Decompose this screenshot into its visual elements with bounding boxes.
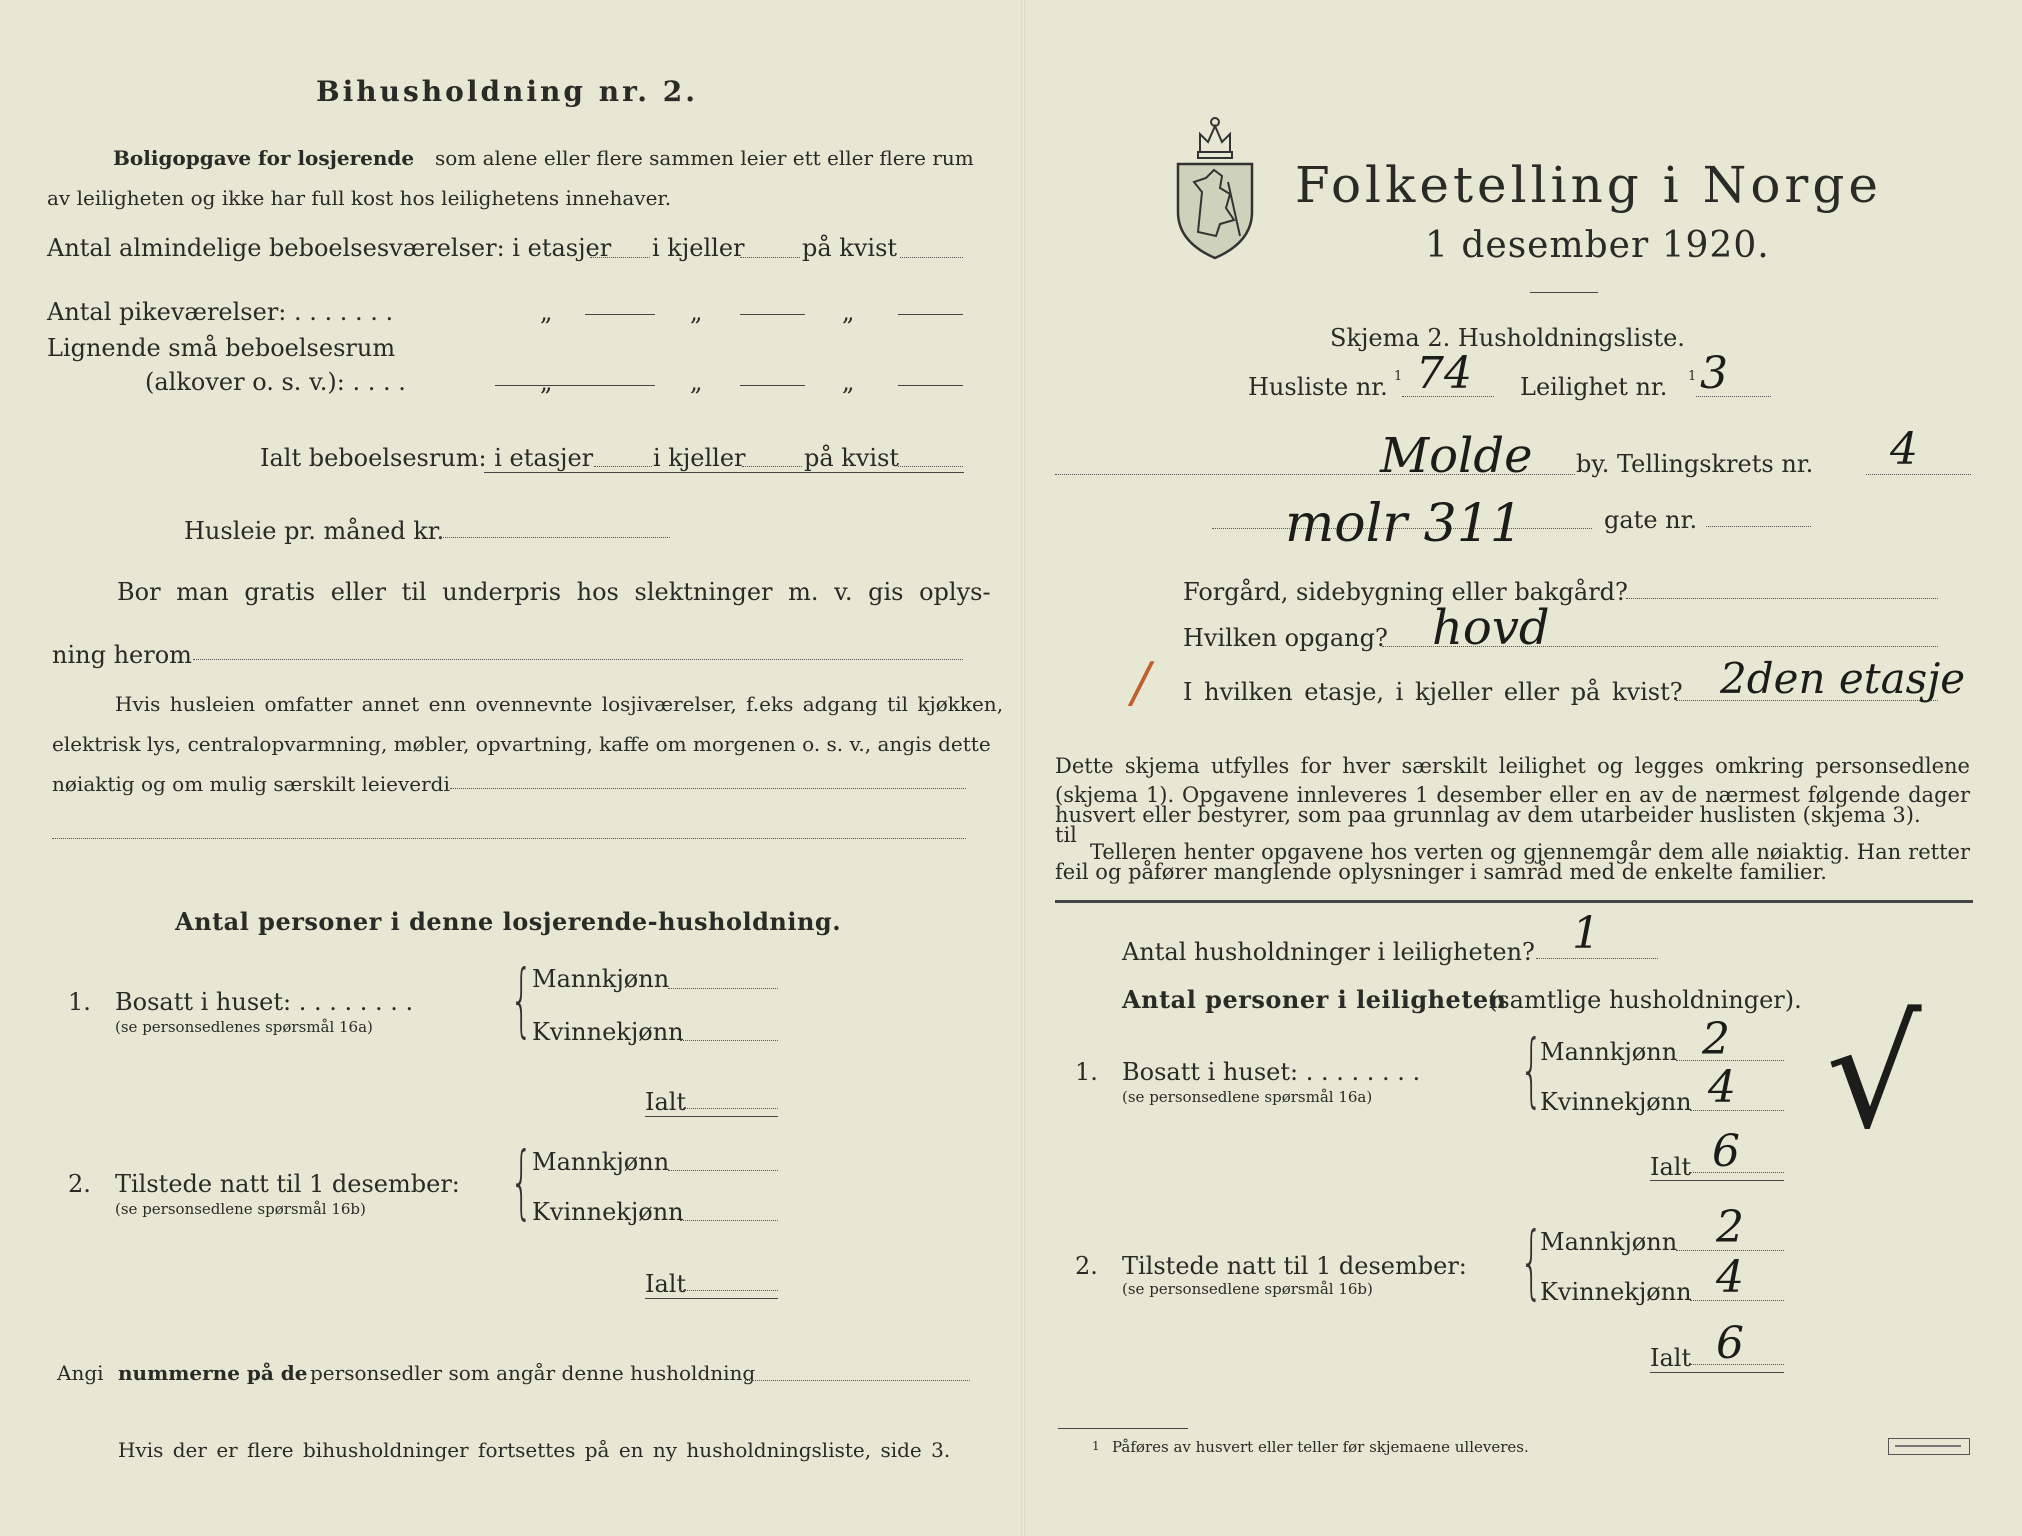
leieverdi-line-2[interactable] (52, 838, 966, 839)
norway-coat-of-arms-icon (1170, 112, 1260, 262)
right-q1-kvinne-line[interactable] (1690, 1110, 1784, 1111)
left-q2-kvinne-line[interactable] (680, 1220, 778, 1221)
tick-check-mark: √ (1826, 988, 1922, 1162)
left-q2-ialt-label: Ialt (645, 1270, 687, 1298)
pike-ditto-1: „ (540, 298, 553, 326)
left-q2-ialt-underline (645, 1298, 778, 1299)
ialt-kvist-line[interactable] (898, 466, 963, 467)
forgard-line[interactable] (1626, 598, 1938, 599)
persons-heading-right-rest: (samtlige husholdninger). (1488, 986, 1802, 1014)
census-title: Folketelling i Norge (1295, 156, 1882, 214)
right-q1-kvinne-label: Kvinnekjønn (1540, 1088, 1692, 1116)
leilighet-value[interactable]: 3 (1700, 348, 1728, 399)
right-q2-ialt-underline (1650, 1372, 1784, 1373)
krets-line[interactable] (1866, 474, 1971, 475)
right-q2-num: 2. (1075, 1252, 1098, 1280)
pike-kvist-line[interactable] (898, 314, 963, 315)
husholdninger-value[interactable]: 1 (1572, 908, 1600, 959)
right-q1-mann-label: Mannkjønn (1540, 1038, 1678, 1066)
by-krets-label: by. Tellingskrets nr. (1576, 450, 1814, 478)
pike-kjeller-line[interactable] (740, 314, 805, 315)
left-q1-mann-line[interactable] (668, 988, 778, 989)
right-q1-brace: { (1520, 1023, 1543, 1116)
rooms-kvist-label: på kvist (802, 234, 898, 262)
gate-line[interactable] (1706, 526, 1811, 527)
left-q1-sub: (se personsedlenes spørsmål 16a) (115, 1018, 373, 1036)
left-q1-kvinne-label: Kvinnekjønn (532, 1018, 684, 1046)
hvis-line-2: elektrisk lys, centralopvarmning, møbler, opvartning, kaffe om morgenen o. s. v., angis dette (52, 732, 991, 756)
rooms-etasjer-line[interactable] (590, 257, 650, 258)
ialt-underline (484, 472, 964, 473)
right-q1-ialt-label: Ialt (1650, 1153, 1692, 1181)
footnote-rule (1058, 1428, 1188, 1429)
right-q1-mann-line[interactable] (1676, 1060, 1784, 1061)
gate-label: gate nr. (1604, 506, 1698, 534)
date-rule (1530, 292, 1598, 293)
hvis-line-1: Hvis husleien omfatter annet enn ovennevnte losjiværelser, f.eks adgang til kjøkken, (115, 692, 1004, 716)
left-q2-num: 2. (68, 1170, 91, 1198)
right-q1-ialt-value[interactable]: 6 (1712, 1126, 1740, 1177)
instr-line-2: (skjema 1). Opgavene innleveres 1 desember eller en av de nærmest følgende dager til (1055, 783, 1970, 847)
hvis-line-3: nøiaktig og om mulig særskilt leieverdi (52, 772, 450, 796)
right-q2-mann-label: Mannkjønn (1540, 1228, 1678, 1256)
instr-line-4: Telleren henter opgavene hos verten og gjennemgår dem alle nøiaktig. Han retter (1090, 840, 1970, 864)
left-q1-num: 1. (68, 988, 91, 1016)
opgang-value[interactable]: hovd (1432, 600, 1550, 656)
gratis-line-1: Bor man gratis eller til underpris hos slektninger m. v. gis oplys- (117, 578, 991, 606)
ialt-etasjer-line[interactable] (594, 466, 652, 467)
schema-label: Skjema 2. Husholdningsliste. (1330, 324, 1685, 352)
left-q1-mann-label: Mannkjønn (532, 965, 670, 993)
etasje-value[interactable]: 2den etasje (1720, 654, 1966, 703)
etasje-label: I hvilken etasje, i kjeller eller på kvist? (1183, 678, 1683, 706)
left-q1-ialt-label: Ialt (645, 1088, 687, 1116)
angi-line[interactable] (745, 1380, 970, 1381)
leilighet-footmark: 1 (1688, 369, 1697, 384)
lig-ditto-2: „ (690, 368, 703, 396)
husleie-line[interactable] (440, 537, 670, 538)
right-q1-kvinne-value[interactable]: 4 (1708, 1062, 1736, 1113)
left-q1-ialt-line[interactable] (680, 1108, 778, 1109)
lig-kvist-line[interactable] (898, 385, 963, 386)
husliste-label: Husliste nr. (1248, 373, 1388, 401)
right-q1-num: 1. (1075, 1058, 1098, 1086)
left-q1-ialt-underline (645, 1116, 778, 1117)
krets-value[interactable]: 4 (1890, 424, 1918, 475)
printer-stamp (1888, 1438, 1970, 1455)
rooms-label: Antal almindelige beboelsesværelser: i etasjer (47, 234, 612, 262)
lig-kjeller-line[interactable] (740, 385, 805, 386)
left-q2-label: Tilstede natt til 1 desember: (115, 1170, 460, 1198)
instr-line-3: husvert eller bestyrer, som paa grunnlag av dem utarbeider huslisten (skjema 3). (1055, 803, 1921, 827)
red-margin-mark: / (1132, 651, 1151, 714)
husliste-value[interactable]: 74 (1416, 348, 1472, 399)
persons-heading-right: Antal personer i leiligheten (1122, 985, 1507, 1014)
street-value[interactable]: molr 311 (1285, 494, 1523, 554)
leieverdi-line[interactable] (450, 788, 966, 789)
right-q2-brace: { (1520, 1215, 1543, 1308)
left-q2-kvinne-label: Kvinnekjønn (532, 1198, 684, 1226)
right-q2-ialt-label: Ialt (1650, 1344, 1692, 1372)
left-q1-brace: { (510, 953, 533, 1046)
angi-c: personsedler som angår denne husholdning (310, 1361, 756, 1385)
angi-b: nummerne på de (118, 1361, 308, 1385)
left-q1-label: Bosatt i huset: . . . . . . . . (115, 988, 414, 1016)
right-q1-label: Bosatt i huset: . . . . . . . . (1122, 1058, 1421, 1086)
husleie-label: Husleie pr. måned kr. (184, 517, 445, 545)
left-q2-sub: (se personsedlene spørsmål 16b) (115, 1200, 366, 1218)
city-value[interactable]: Molde (1380, 428, 1533, 484)
footnote-text: Påføres av husvert eller teller før skjemaene ulleveres. (1112, 1438, 1529, 1456)
footnote-num: 1 (1092, 1439, 1100, 1453)
leilighet-label: Leilighet nr. (1520, 373, 1668, 401)
pike-ditto-3: „ (842, 298, 855, 326)
lignende-label-1: Lignende små beboelsesrum (47, 334, 396, 362)
right-q1-mann-value[interactable]: 2 (1702, 1014, 1730, 1065)
left-q2-brace: { (510, 1135, 533, 1228)
angi-a: Angi (57, 1361, 104, 1385)
lig-ditto-3: „ (842, 368, 855, 396)
rooms-kjeller-label: i kjeller (652, 234, 745, 262)
ialt-rooms-label: Ialt beboelsesrum: i etasjer (260, 444, 594, 472)
opgang-label: Hvilken opgang? (1183, 624, 1388, 652)
right-q2-sub: (se personsedlene spørsmål 16b) (1122, 1280, 1373, 1298)
section-rule (1055, 900, 1973, 903)
instr-line-5: feil og påfører manglende oplysninger i samråd med de enkelte familier. (1055, 860, 1827, 884)
husholdninger-label: Antal husholdninger i leiligheten? (1122, 938, 1535, 966)
bihusholdning-heading: Bihusholdning nr. 2. (316, 75, 698, 108)
persons-heading-left: Antal personer i denne losjerende-husholdning. (175, 907, 842, 936)
right-q2-kvinne-label: Kvinnekjønn (1540, 1278, 1692, 1306)
left-q2-mann-label: Mannkjønn (532, 1148, 670, 1176)
pike-ditto-2: „ (690, 298, 703, 326)
lig-etasjer-line[interactable] (495, 385, 655, 386)
left-q1-kvinne-line[interactable] (680, 1040, 778, 1041)
left-footer: Hvis der er flere bihusholdninger fortsettes på en ny husholdningsliste, side 3. (118, 1438, 951, 1462)
lignende-label-2: (alkover o. s. v.): . . . . (145, 368, 406, 396)
right-q1-sub: (se personsedlene spørsmål 16a) (1122, 1088, 1373, 1106)
census-date: 1 desember 1920. (1425, 225, 1770, 266)
gratis-line[interactable] (193, 659, 963, 660)
right-q2-mann-value[interactable]: 2 (1716, 1202, 1744, 1253)
rooms-kvist-line[interactable] (900, 257, 963, 258)
left-q2-mann-line[interactable] (668, 1170, 778, 1171)
intro-line-2: av leiligheten og ikke har full kost hos leilighetens innehaver. (47, 186, 672, 210)
right-q2-kvinne-value[interactable]: 4 (1716, 1252, 1744, 1303)
intro-bold: Boligopgave for losjerende (113, 146, 415, 170)
husliste-footmark: 1 (1394, 369, 1403, 384)
forgard-label: Forgård, sidebygning eller bakgård? (1183, 578, 1628, 606)
right-q2-ialt-value[interactable]: 6 (1716, 1318, 1744, 1369)
left-q2-ialt-line[interactable] (680, 1290, 778, 1291)
page-fold (1021, 0, 1025, 1536)
intro-line-1: som alene eller flere sammen leier ett eller flere rum (435, 146, 974, 170)
ialt-kjeller-line[interactable] (742, 466, 802, 467)
ialt-kvist-label: på kvist (804, 444, 900, 472)
right-q2-label: Tilstede natt til 1 desember: (1122, 1252, 1467, 1280)
ialt-kjeller-label: i kjeller (653, 444, 746, 472)
lig-ditto-1: „ (540, 368, 553, 396)
rooms-kjeller-line[interactable] (740, 257, 800, 258)
gratis-line-2: ning herom (52, 641, 192, 669)
pike-etasjer-line[interactable] (585, 314, 655, 315)
right-q1-ialt-underline (1650, 1180, 1784, 1181)
pike-label: Antal pikeværelser: . . . . . . . (47, 298, 394, 326)
instr-line-1: Dette skjema utfylles for hver særskilt leilighet og legges omkring personsedlene (1055, 754, 1970, 778)
